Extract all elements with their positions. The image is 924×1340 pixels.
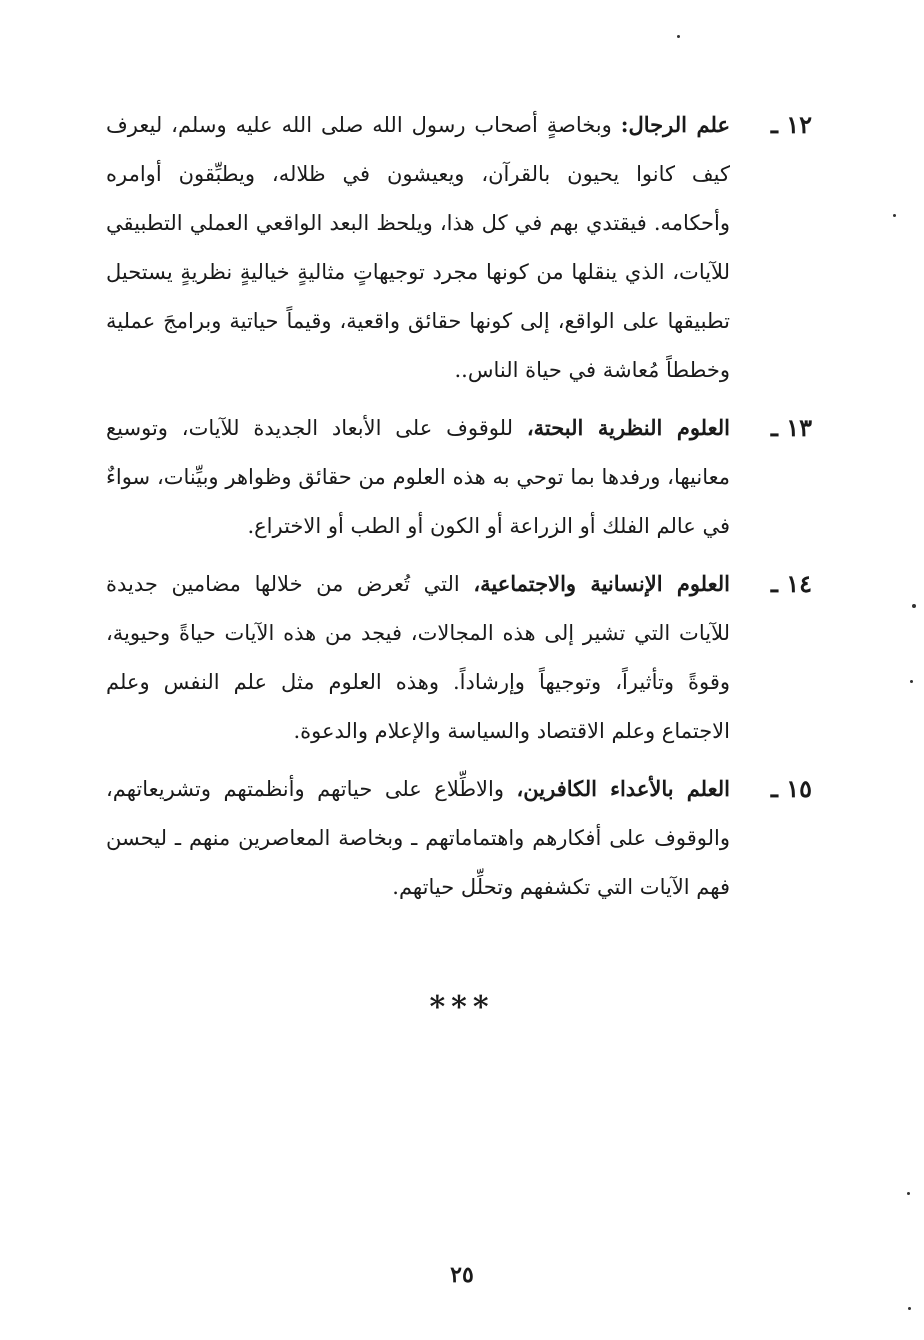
item-body (106, 403, 730, 551)
scan-speck (893, 214, 896, 217)
list-item (106, 403, 812, 551)
item-description: التي تُعرض من خلالها مضامين جديدة للآيات التي تشير إلى هذه المجالات، فيجد من هذه الآيات حياةً وحيوية، وقوةً وتأثيراً، وتوجيهاً وإرشاداً. وهذه العلوم مثل علم النفس وعلم الاجتماع وعلم الاقتصاد والسياسة والإعلام والدعوة. (106, 572, 730, 743)
page-number: ٢٥ (450, 1262, 474, 1288)
item-heading: العلم بالأعداء الكافرين، (516, 776, 730, 801)
item-body (106, 764, 730, 912)
section-separator: *** (429, 990, 495, 1025)
list-item (106, 100, 812, 395)
item-number: ١٣ ـ (770, 413, 812, 442)
scan-speck (677, 35, 680, 38)
item-body (106, 559, 730, 756)
list-item (106, 559, 812, 756)
item-number: ١٢ ـ (770, 110, 812, 139)
item-body (106, 100, 730, 395)
item-heading: العلوم الإنسانية والاجتماعية، (473, 571, 730, 596)
item-heading: علم الرجال: (620, 112, 730, 137)
item-description: للوقوف على الأبعاد الجديدة للآيات، وتوسيع معانيها، ورفدها بما توحي به هذه العلوم من حقائق وظواهر وبيِّنات، سواءٌ في عالم الفلك أو الزراعة أو الكون أو الطب أو الاختراع. (106, 416, 730, 538)
scan-speck (912, 604, 916, 608)
item-description: وبخاصةٍ أصحاب رسول الله صلى الله عليه وسلم، ليعرف كيف كانوا يحيون بالقرآن، ويعيشون في ظلاله، ويطبِّقون أوامره وأحكامه. فيقتدي بهم في كل هذا، ويلحظ البعد الواقعي العملي التطبيقي للآيات، الذي ينقلها من كونها مجرد توجيهاتٍ مثاليةٍ خياليةٍ نظريةٍ يستحيل تطبيقها على الواقع، إلى كونها حقائق واقعية، وقيماً حياتية وبرامجَ عملية وخططاً مُعاشة في حياة الناس.. (106, 113, 730, 382)
scan-speck (907, 1192, 910, 1195)
item-heading: العلوم النظرية البحتة، (526, 415, 730, 440)
item-description: والاطِّلاع على حياتهم وأنظمتهم وتشريعاتهم، والوقوف على أفكارهم واهتماماتهم ـ وبخاصة المعاصرين منهم ـ ليحسن فهم الآيات التي تكشفهم وتحلِّل حياتهم. (106, 777, 730, 899)
scan-speck (910, 680, 913, 683)
item-number: ١٥ ـ (770, 774, 812, 803)
list-item (106, 764, 812, 912)
main-text (106, 100, 812, 920)
scan-speck (908, 1307, 911, 1310)
item-number: ١٤ ـ (770, 569, 812, 598)
